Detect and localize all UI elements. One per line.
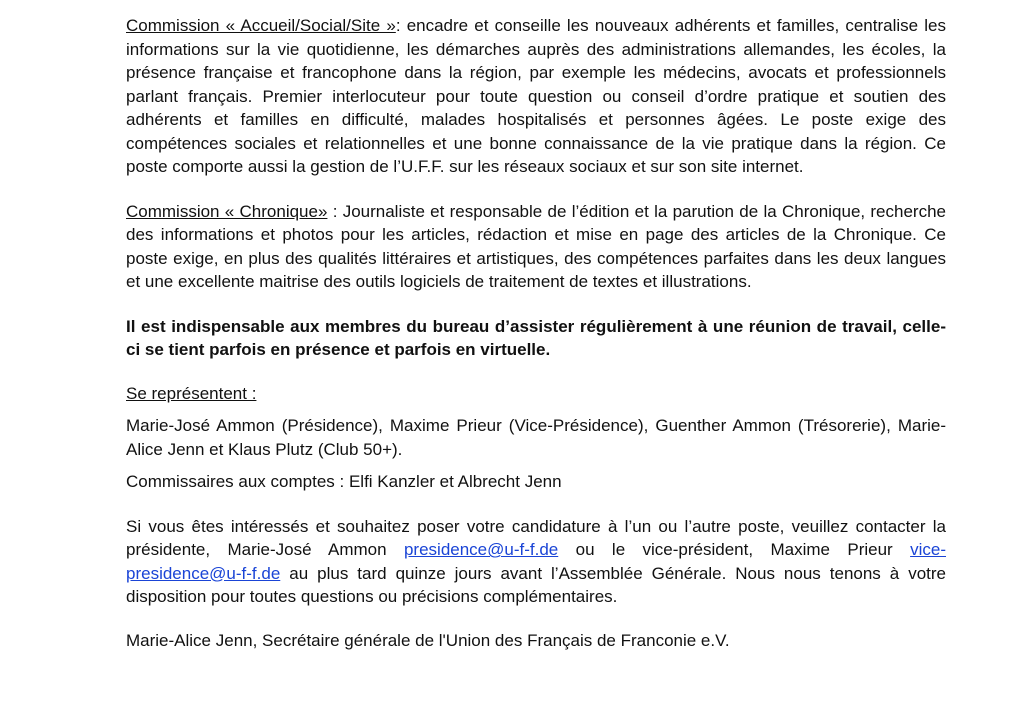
commission-chronique-heading: Commission « Chronique» [126, 201, 328, 221]
contact-text-1: Si vous êtes intéressés et souhaitez poser votre candidature à l’un ou l’autre poste, veuillez contacter la présidente, Marie-José Ammon [126, 516, 946, 559]
contact-text-3: au plus tard quinze jours avant l’Assemblée Générale. Nous nous tenons à votre disposition pour toutes questions ou précisions complémentaires. [126, 563, 946, 606]
paragraph-commission-chronique [126, 200, 946, 294]
vice-presidence-email-link[interactable]: vice-presidence@u-f-f.de [126, 540, 946, 583]
paragraph-contact [126, 515, 946, 609]
candidates-list: Marie-José Ammon (Présidence), Maxime Prieur (Vice-Présidence), Guenther Ammon (Trésorerie), Marie-Alice Jenn et Klaus Plutz (Club 50+). [126, 416, 946, 459]
se-representent-heading: Se représentent : [126, 383, 257, 403]
paragraph-commission-accueil [126, 14, 946, 179]
commission-chronique-text: : Journaliste et responsable de l’édition et la parution de la Chronique, recherche des informations et photos pour les articles, rédaction et mise en page des articles de la Chronique. Ce poste exige, en plus des qualités littéraires et artistiques, des compétences parfaites dans les deux langues et une excellente maitrise des outils logiciels de traitement de textes et illustrations. [126, 201, 946, 291]
commission-accueil-text: : encadre et conseille les nouveaux adhérents et familles, centralise les informations sur la vie quotidienne, les démarches auprès des administrations allemandes, les écoles, la présence française et francophone dans la région, par exemple les médecins, avocats et professionnels parlant français. Premier interlocuteur pour toute question ou conseil d’ordre pratique et soutien des adhérents et familles en difficulté, malades hospitalisés et personnes âgées. Le poste exige des compétences sociales et relationnelles et une bonne connaissance de la vie pratique dans la région. Ce poste comporte aussi la gestion de l’U.F.F. sur les réseaux sociaux et sur son site internet. [126, 16, 946, 176]
commissaires-line: Commissaires aux comptes : Elfi Kanzler et Albrecht Jenn [126, 472, 562, 491]
contact-text-2: ou le vice-président, Maxime Prieur [558, 540, 911, 559]
meeting-notice: Il est indispensable aux membres du bureau d’assister régulièrement à une réunion de travail, celle-ci se tient parfois en présence et parfois en virtuelle. [126, 316, 946, 359]
presidence-email-link[interactable]: presidence@u-f-f.de [403, 540, 559, 559]
signature-line: Marie-Alice Jenn, Secrétaire générale de l'Union des Français de Franconie e.V. [126, 630, 730, 650]
commission-accueil-heading: Commission « Accueil/Social/Site » [126, 16, 396, 35]
paragraph-se-representent [126, 382, 946, 406]
